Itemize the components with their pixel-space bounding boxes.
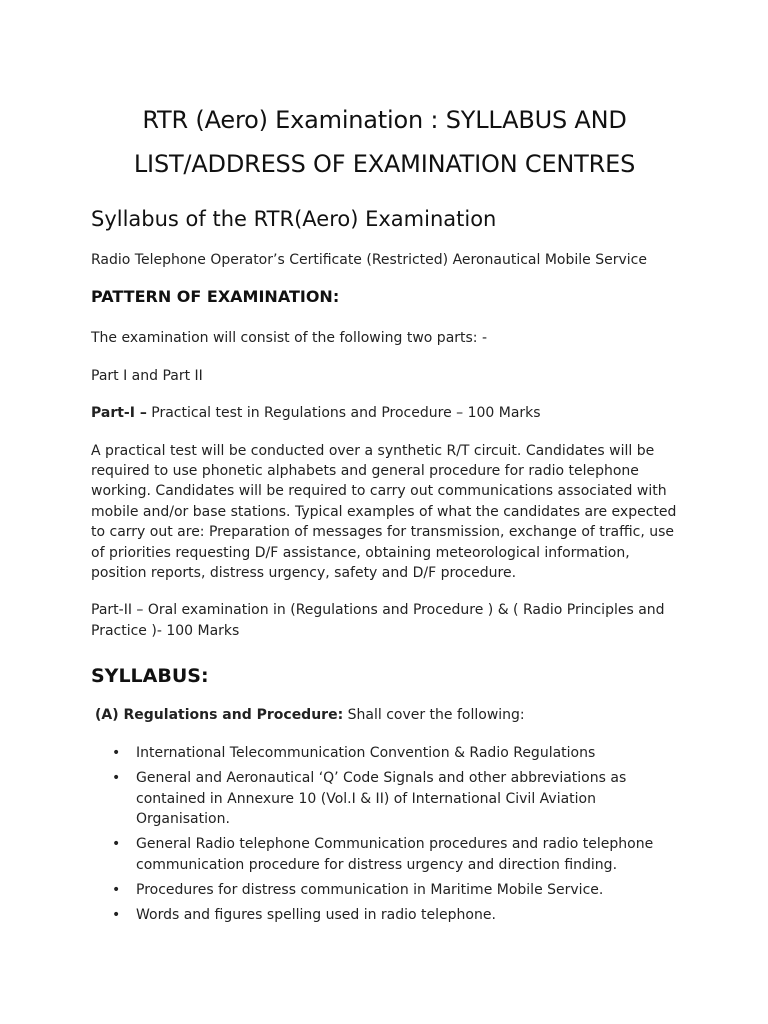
list-item-text: Words and figures spelling used in radio telephone. <box>136 906 496 923</box>
bullet-icon: • <box>112 770 121 787</box>
regulations-bullet-list <box>91 743 678 925</box>
practical-description: A practical test will be conducted over a synthetic R/T circuit. Candidates will be required to use phonetic alphabets and general procedure for radio telephone working. Candidates will be required to carry out communications associated with mobile and/or base stations. Typical examples of what the candidates are expected to carry out are: Preparation of messages for transmission, exchange of traffic, use of priorities requesting D/F assistance, obtaining meteorological information, position reports, distress urgency, safety and D/F procedure. <box>91 442 677 582</box>
list-item <box>91 834 678 875</box>
list-item <box>91 743 678 763</box>
list-item-text: General Radio telephone Communication procedures and radio telephone communication procedure for distress urgency and direction finding. <box>136 836 654 873</box>
parts-paragraph: Part I and Part II <box>91 367 203 384</box>
list-item <box>91 905 678 925</box>
bullet-icon: • <box>112 906 121 923</box>
list-item <box>91 880 678 900</box>
part2-paragraph: Part-II – Oral examination in (Regulations and Procedure ) & ( Radio Principles and Practice )- 100 Marks <box>91 602 665 639</box>
section-title: Syllabus of the RTR(Aero) Examination <box>91 207 497 231</box>
list-item-text: International Telecommunication Convention & Radio Regulations <box>136 745 596 762</box>
part1-label: Part-I – <box>91 405 147 422</box>
page-title: RTR (Aero) Examination : SYLLABUS AND LIST/ADDRESS OF EXAMINATION CENTRES <box>133 106 636 178</box>
section-a-line <box>95 705 678 725</box>
list-item-text: General and Aeronautical ‘Q’ Code Signals and other abbreviations as contained in Annexure 10 (Vol.I & II) of International Civil Aviation Organisation. <box>136 770 627 828</box>
bullet-icon: • <box>112 745 121 762</box>
bullet-icon: • <box>112 836 121 853</box>
pattern-heading: PATTERN OF EXAMINATION: <box>91 287 340 307</box>
syllabus-heading: SYLLABUS: <box>91 665 209 688</box>
section-a-text: Shall cover the following: <box>343 707 525 724</box>
list-item-text: Procedures for distress communication in Maritime Mobile Service. <box>136 881 604 898</box>
certificate-subtitle: Radio Telephone Operator’s Certificate (Restricted) Aeronautical Mobile Service <box>91 252 647 268</box>
bullet-icon: • <box>112 881 121 898</box>
part1-paragraph <box>91 403 678 423</box>
part1-text: Practical test in Regulations and Procedure – 100 Marks <box>146 405 541 422</box>
intro-paragraph: The examination will consist of the following two parts: - <box>91 330 488 347</box>
list-item <box>91 768 678 829</box>
section-a-label: (A) Regulations and Procedure: <box>95 707 344 724</box>
